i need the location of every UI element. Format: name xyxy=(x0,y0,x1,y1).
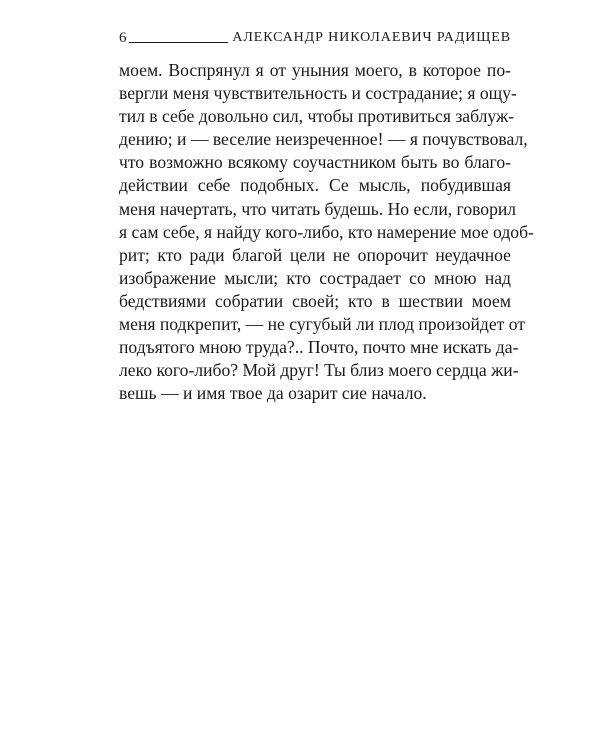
text-line: тил в себе довольно сил, чтобы противиться заблуж- xyxy=(119,106,514,127)
text-line: вешь — и имя твое да озарит сие начало. xyxy=(119,383,427,404)
page-number: 6 xyxy=(119,30,127,46)
text-line: вергли меня чувствительность и сострадание; я ощу- xyxy=(119,83,517,104)
running-head-rule xyxy=(129,42,229,43)
running-head xyxy=(119,27,511,47)
text-line: я сам себе, я найду кого-либо, кто намерение мое одоб- xyxy=(119,221,534,242)
text-line: рит; кто ради благой цели не опорочит неудачное xyxy=(119,244,511,265)
text-line: меня начертать, что читать будешь. Но если, говорил xyxy=(119,198,517,219)
text-line: моем. Воспрянул я от уныния моего, в которое по- xyxy=(119,60,511,80)
text-line: действии себе подобных. Се мысль, побудившая xyxy=(119,175,511,196)
text-line: леко кого-либо? Мой друг! Ты близ моего сердца жи- xyxy=(119,360,519,381)
running-head-author: АЛЕКСАНДР НИКОЛАЕВИЧ РАДИЩЕВ xyxy=(232,30,511,45)
body-paragraph xyxy=(119,59,534,405)
text-line: подъятого мною труда?.. Почто, почто мне искать да- xyxy=(119,337,519,358)
text-line: бедствиями собратии своей; кто в шествии моем xyxy=(119,290,511,311)
text-line: изображение мысли; кто сострадает со мною над xyxy=(119,267,511,288)
text-line: меня подкрепит, — не сугубый ли плод произойдет от xyxy=(119,314,526,335)
text-line: дению; и — веселие неизреченное! — я почувствовал, xyxy=(119,129,528,150)
text-line: что возможно всякому соучастником быть во благо- xyxy=(119,152,511,173)
